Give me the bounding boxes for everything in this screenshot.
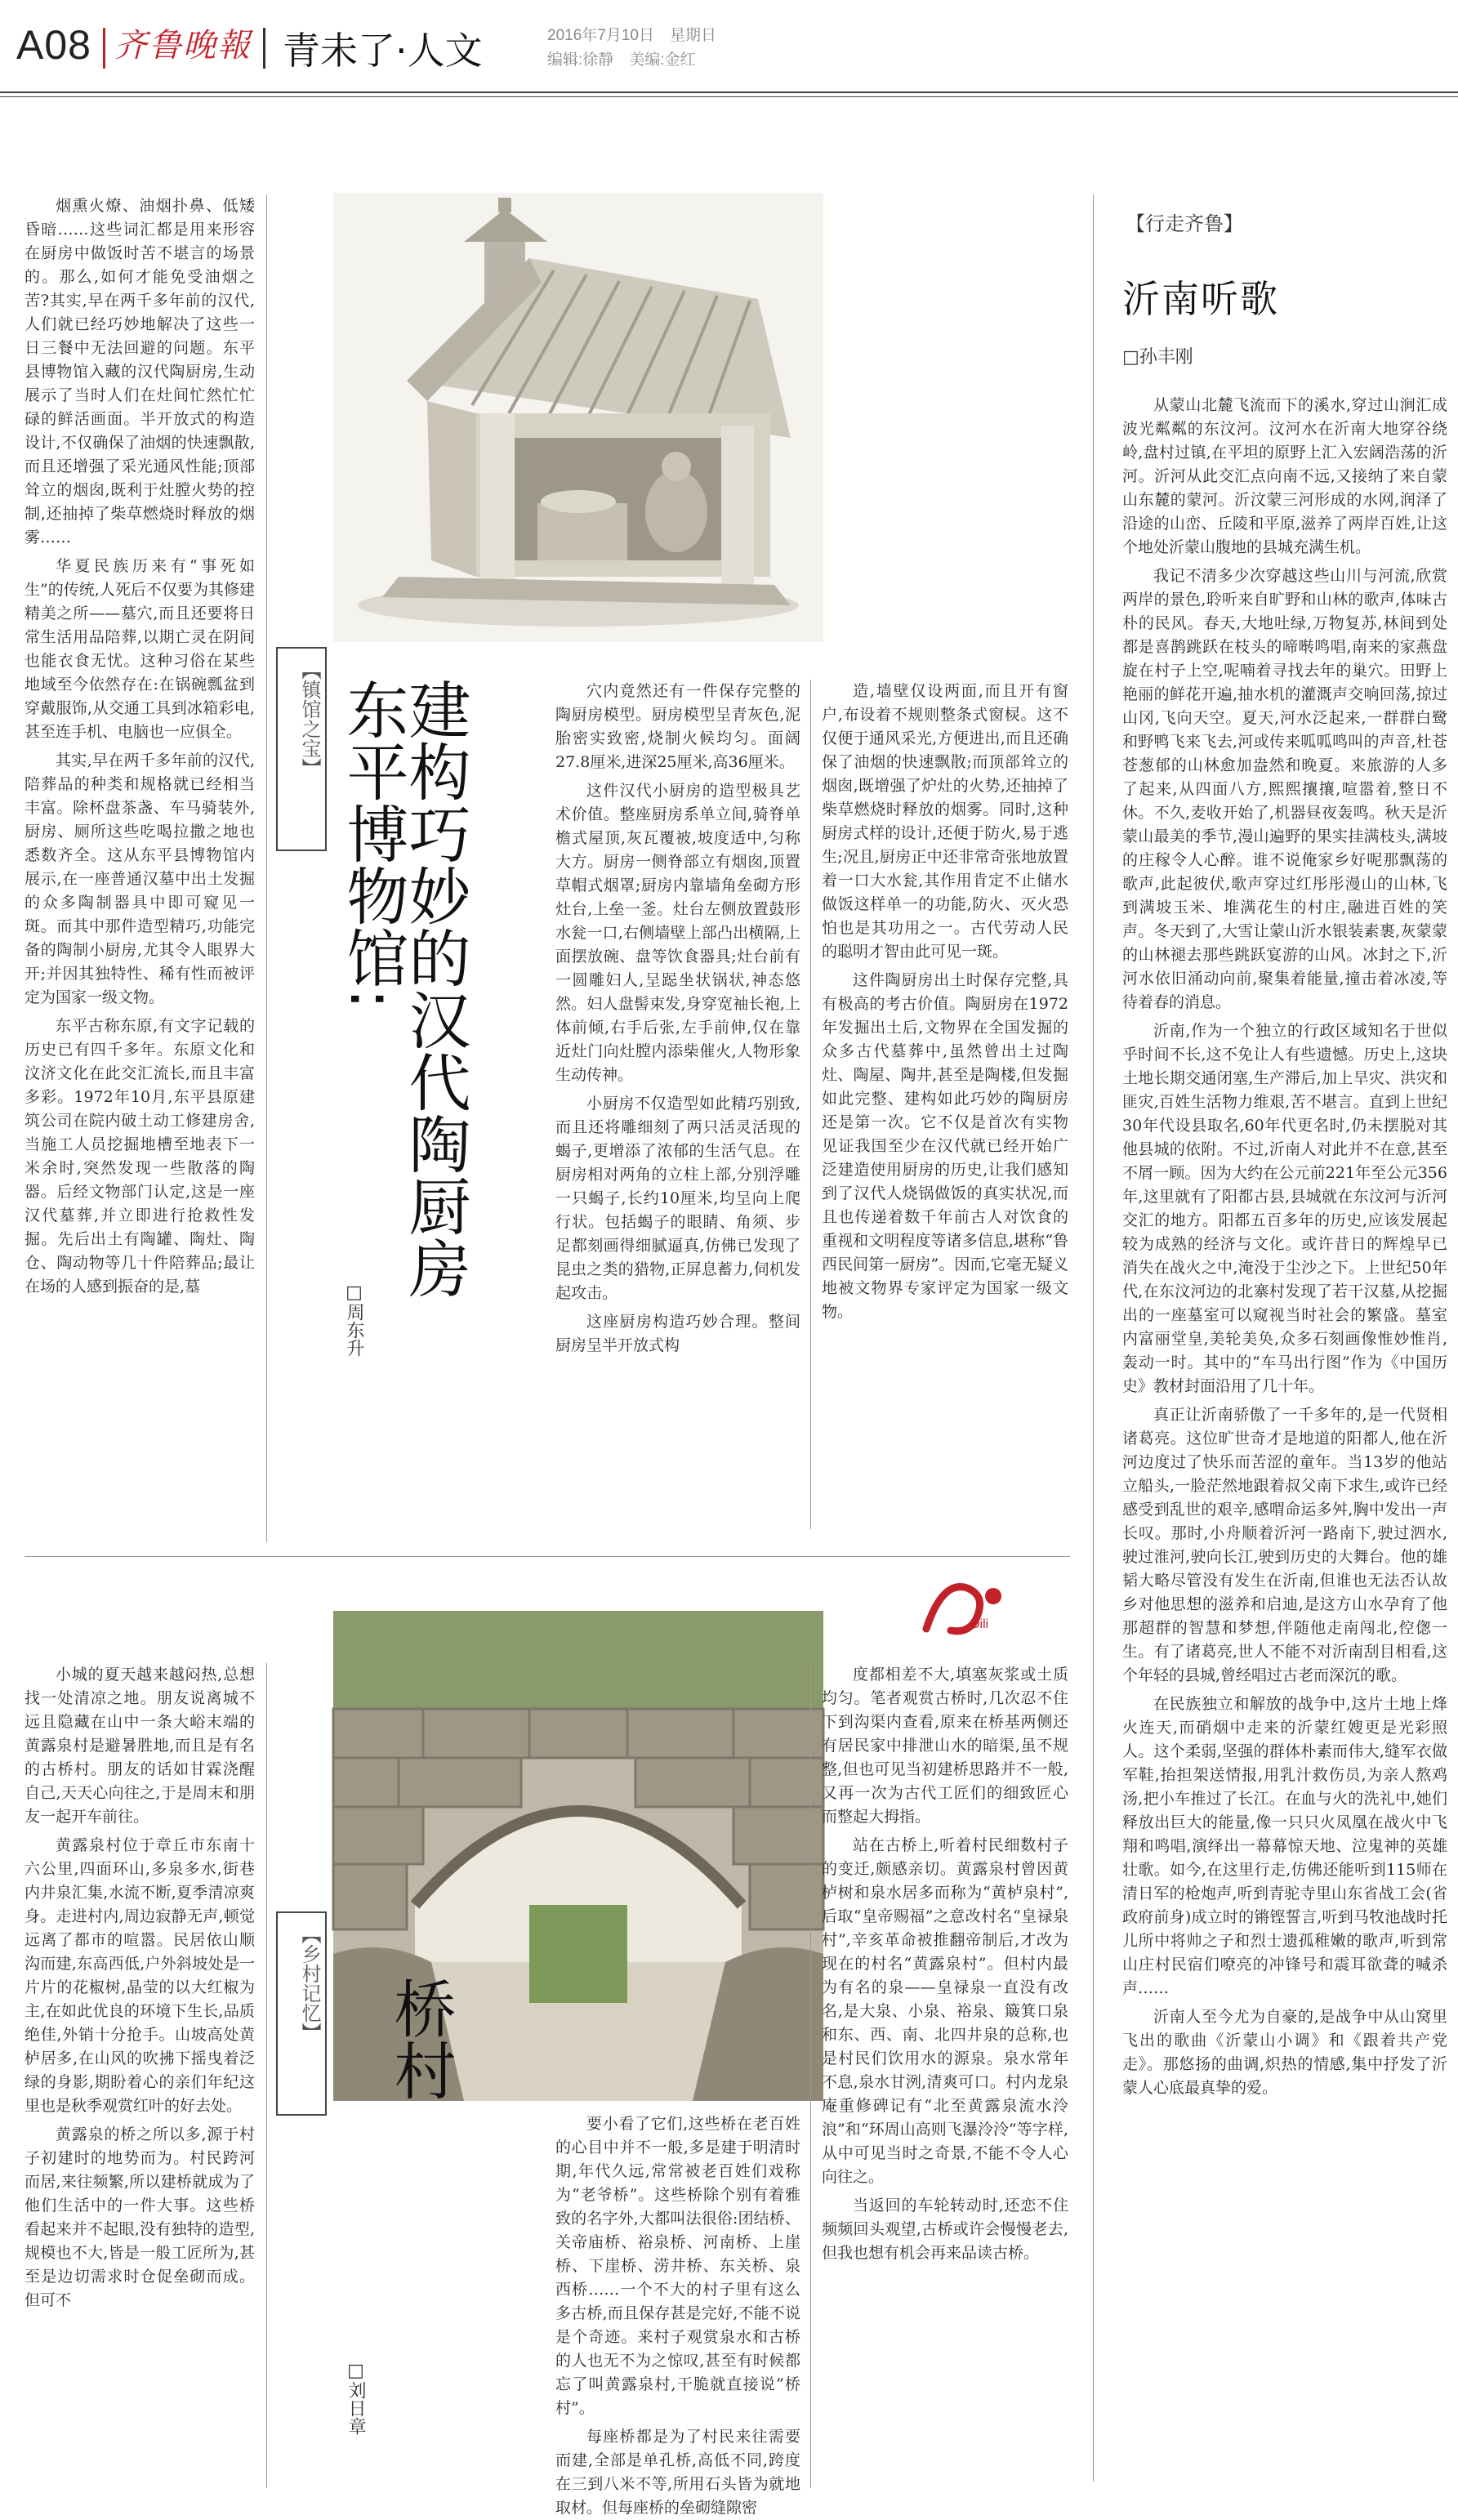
headline: 建构巧妙的汉代陶厨房 bbox=[399, 678, 471, 1299]
article-column bbox=[822, 1663, 1068, 2496]
article-column bbox=[25, 1663, 255, 2496]
dili-logo bbox=[918, 1572, 1013, 1640]
column-tag: 【行走齐鲁】 bbox=[1126, 212, 1243, 235]
paragraph: 当返回的车轮转动时,还恋不住频频回头观望,古桥或许会慢慢老去,但我也想有机会再来品读古桥。 bbox=[822, 2197, 1068, 2262]
headline: 沂南听歌 bbox=[1122, 277, 1279, 321]
paragraph: 这座厨房构造巧妙合理。整间厨房呈半开放式构 bbox=[555, 1313, 800, 1354]
article-column bbox=[555, 2112, 800, 2517]
column-tag: 【镇馆之宝】 bbox=[298, 660, 321, 778]
column-rule bbox=[810, 680, 811, 1529]
paragraph: 小城的夏天越来越闷热,总想找一处清凉之地。朋友说离城不远且隐藏在山中一条大峪末端的黄露泉村是避暑胜地,而且是有名的古桥村。朋友的话如甘霖浇醒自己,天天心向往之,于是周末和朋友一起开车前往。 bbox=[25, 1666, 255, 1826]
paragraph: 度都相差不大,填塞灰浆或土质均匀。笔者观赏古桥时,几次忍不住下到沟渠内查看,原来在桥基两侧还有居民家中排泄山水的暗渠,虽不规整,但也可见当初建桥思路并不一般,又再一次为古代工匠们的细致匠心而整起大拇指。 bbox=[822, 1666, 1068, 1826]
paragraph: 沂南人至今尤为自豪的,是战争中从山窝里飞出的歌曲《沂蒙山小调》和《跟着共产党走》。那悠扬的曲调,炽热的情感,集中抒发了沂蒙人心底最真挚的爱。 bbox=[1122, 2008, 1447, 2097]
paragraph: 其实,早在两千多年前的汉代,陪葬品的种类和规格就已经相当丰富。除杯盘茶盏、车马骑装外,厨房、厕所这些吃喝拉撒之地也悉数齐全。这从东平县博物馆内展示,在一座普通汉墓中出土发掘的众多陶制器具中即可窥见一斑。而其中那件造型精巧,功能完备的陶制小厨房,尤其令人眼界大开;并因其独特性、稀有性而被评定为国家一级文物。 bbox=[25, 752, 255, 1006]
editor-credits: 编辑:徐静 美编:金红 bbox=[547, 51, 696, 69]
paragraph: 真正让沂南骄傲了一千多年的,是一代贤相诸葛亮。这位旷世奇才是地道的阳都人,他在沂河边度过了快乐而苦涩的童年。当13岁的他站立船头,一脸茫然地跟着叔父南下求生,或许已经感受到乱世的艰辛,感喟命运多舛,胸中发出一声长叹。那时,小舟顺着沂河一路南下,驶过泗水,驶过淮河,驶向长江,驶到历史的大舞台。他的雄韬大略尽管没有发生在沂南,但谁也无法否认故乡对他思想的滋养和启迪,是这方山水孕育了他那超群的智慧和梦想,伴随他走南闯北,倥偬一生。有了诸葛亮,世人不能不对沂南刮目相看,这个年轻的县城,曾经唱过古老而深沉的歌。 bbox=[1122, 1406, 1447, 1684]
issue-date: 2016年7月10日 星期日 bbox=[547, 27, 716, 44]
article-column bbox=[1122, 394, 1447, 2493]
paragraph: 穴内竟然还有一件保存完整的陶厨房模型。厨房模型呈青灰色,泥胎密实致密,烧制火候均匀。面阔27.8厘米,进深25厘米,高36厘米。 bbox=[555, 682, 800, 771]
header-rule bbox=[0, 91, 1458, 93]
paragraph: 华夏民族历来有“事死如生”的传统,人死后不仅要为其修建精美之所——墓穴,而且还要将日常生活用品陪葬,以期亡灵在阴间也能衣食无忧。这种习俗在某些地域至今依然存在:在锅碗瓢盆到穿戴服饰,从交通工具到冰箱彩电,甚至连手机、电脑也一应俱全。 bbox=[25, 557, 255, 741]
paragraph: 这件陶厨房出土时保存完整,具有极高的考古价值。陶厨房在1972年发掘出土后,文物界在全国发掘的众多古代墓葬中,虽然曾出土过陶灶、陶屋、陶井,甚至是陶楼,但发掘如此完整、建构如此巧妙的陶厨房还是第一次。它不仅是首次有实物见证我国至少在汉代就已经开始广泛建造使用厨房的历史,让我们感知到了汉代人烧锅做饭的真实状况,而且也传递着数千年前古人对饮食的重视和文明程度等诸多信息,堪称“鲁西民间第一厨房”。因而,它毫无疑义地被文物界专家评定为国家一级文物。 bbox=[822, 971, 1068, 1321]
pottery-kitchen-photo bbox=[333, 193, 823, 642]
paragraph: 造,墙壁仅设两面,而且开有窗户,布设着不规则整条式窗棂。这不仅便于通风采光,方便进出,而且还确保了油烟的快速飘散;而顶部耸立的烟囱,既增强了炉灶的火势,还抽掉了柴草燃烧时释放的烟雾。同时,这种厨房式样的设计,还便于防火,易于逃生;况且,厨房正中还非常奇张地放置着一口大水瓮,其作用肯定不止储水做饭这样单一的功能,防火、灭火恐怕也是其功用之一。古代劳动人民的聪明才智由此可见一斑。 bbox=[822, 682, 1068, 961]
paragraph: 黄露泉村位于章丘市东南十六公里,四面环山,多泉多水,街巷内井泉汇集,水流不断,夏季清凉爽身。走进村内,周边寂静无声,顿觉远离了都市的喧嚣。民居依山顺沟而建,东高西低,户外斜坡处是一片片的花椒树,晶莹的以大红椒为主,在如此优良的环境下生长,品质绝佳,外销十分抢手。山坡高处黄栌居多,在山风的吹拂下摇曳着泛绿的身影,期盼着心的亲们年纪这里也是秋季观赏红叶的好去处。 bbox=[25, 1836, 255, 2115]
paragraph: 黄露泉的桥之所以多,源于村子初建时的地势而为。村民跨河而居,来往频繁,所以建桥就成为了他们生活中的一件大事。这些桥看起来并不起眼,没有独特的造型,规模也不大,皆是一般工匠所为,甚至是边切需求时仓促垒砌而成。但可不 bbox=[25, 2125, 255, 2309]
paragraph: 烟熏火燎、油烟扑鼻、低矮昏暗……这些词汇都是用来形容在厨房中做饭时苦不堪言的场景的。那么,如何才能免受油烟之苦?其实,早在两千多年前的汉代,人们就已经巧妙地解决了这些一日三餐中无法回避的问题。东平县博物馆入藏的汉代陶厨房,生动展示了当时人们在灶间忙然忙忙碌的鲜活画面。半开放式的构造设计,不仅确保了油烟的快速飘散,而且还增强了采光通风性能;顶部耸立的烟囱,既利于灶膛火势的控制,还抽掉了柴草燃烧时释放的烟雾…… bbox=[25, 197, 255, 546]
subheadline: 东平博物馆: bbox=[337, 678, 409, 1010]
paragraph: 要小看了它们,这些桥在老百姓的心目中并不一般,多是建于明清时期,年代久远,常常被老百姓们戏称为“老爷桥”。这些桥除个别有着雅致的名字外,大都叫法很俗:团结桥、关帝庙桥、裕泉桥、河南桥、上崖桥、下崖桥、涝井桥、东关桥、泉西桥……一个不大的村子里有这么多古桥,而且保存甚是完好,不能不说是个奇迹。来村子观赏泉水和古桥的人也无不为之惊叹,甚至有时候都忘了叫黄露泉村,干脆就直接说“桥村”。 bbox=[555, 2115, 800, 2417]
byline: □周东升 bbox=[344, 1282, 364, 1357]
paragraph: 这件汉代小厨房的造型极具艺术价值。整座厨房系单立间,骑脊单檐式屋顶,灰瓦覆被,坡度适中,匀称大方。厨房一侧脊部立有烟囱,顶置草帽式烟罩;厨房内靠墙角垒砌方形灶台,上垒一釜。灶台左侧放置鼓形水瓮一口,右侧墙壁上部凸出横隔,上面摆放碗、盘等饮食器具;灶台前有一圆雕妇人,呈跽坐状锅状,神态悠然。妇人盘髻束发,身穿宽袖长袍,上体前倾,右手后张,左手前伸,仅在靠近灶门向灶膛内添柴催火,人物形象生动传神。 bbox=[555, 782, 800, 1084]
page-number: A08 bbox=[16, 22, 91, 68]
header-rule bbox=[0, 96, 1458, 97]
column-tag: 【乡村记忆】 bbox=[298, 1925, 321, 2042]
article-column bbox=[25, 194, 255, 1534]
pottery-kitchen-image bbox=[333, 193, 823, 642]
masthead-divider bbox=[103, 28, 105, 69]
dili-logo-sub: Dili bbox=[970, 1617, 989, 1631]
paragraph: 我记不清多少次穿越这些山川与河流,欣赏两岸的景色,聆听来自旷野和山林的歌声,体味古朴的民风。春天,大地吐绿,万物复苏,林间到处都是喜鹊跳跃在枝头的啼啭鸣唱,南来的家燕盘旋在村子上空,呢喃着寻找去年的巢穴。田野上艳丽的鲜花开遍,抽水机的灌溉声交响回荡,掠过山冈,飞向天空。夏天,河水泛起来,一群群白鹭和野鸭飞来飞去,河或传来呱呱鸣叫的声音,杜苍苍葱郁的山林愈加盎然和晚夏。来旅游的人多了起来,从四面八方,熙熙攘攘,喧嚣着,整日不休。不久,麦收开始了,机器昼夜轰鸣。秋天是沂蒙山最美的季节,漫山遍野的果实挂满枝头,满坡的庄稼令人心醉。谁不说俺家乡好呢那飘荡的歌声,此起彼伏,歌声穿过红彤彤漫山的山林,飞到满坡玉米、堆满花生的村庄,融进百姓的笑声。冬天到了,大雪让蒙山沂水银装素裹,灰蒙蒙的山林褪去那些跳跃宴游的山风。冰封之下,沂河水依旧涌动向前,聚集着能量,撞击着冰凌,等待着春的消息。 bbox=[1122, 567, 1447, 1011]
paragraph: 小厨房不仅造型如此精巧别致,而且还将雕细刻了两只活灵活现的蝎子,更增添了浓郁的生活气息。在厨房相对两角的立柱上部,分别浮雕一只蝎子,长约10厘米,均呈向上爬行状。包括蝎子的眼睛、角须、步足都刻画得细腻逼真,仿佛已发现了昆虫之类的猎物,正屏息蓄力,伺机发起攻击。 bbox=[555, 1095, 800, 1302]
column-rule bbox=[810, 1663, 811, 2488]
paragraph: 每座桥都是为了村民来往需要而建,全部是单孔桥,高低不同,跨度在三到八米不等,所用石头皆为就地取材。但每座桥的垒砌缝隙密 bbox=[555, 2428, 800, 2517]
paragraph: 东平古称东原,有文字记载的历史已有四千多年。东原文化和汶济文化在此交汇流长,而且丰富多彩。1972年10月,东平县原建筑公司在院内破土动工修建房舍,当施工人员挖掘地槽至地表下一米余时,突然发现一些散落的陶器。后经文物部门认定,这是一座汉代墓葬,并立即进行抢救性发掘。先后出土有陶罐、陶灶、陶仓、陶动物等几十件陪葬品;最让在场的人感到振奋的是,墓 bbox=[25, 1017, 255, 1296]
newspaper-logo: 齐鲁晚報 bbox=[114, 27, 252, 65]
paragraph: 从蒙山北麓飞流而下的溪水,穿过山涧汇成波光粼粼的东汶河。汶河水在沂南大地穿谷绕岭,盘村过镇,在平坦的原野上汇入宏阔浩荡的沂河。沂河从此交汇点向南不远,又接纳了来自蒙山东麓的蒙河。沂汶蒙三河形成的水网,润泽了沿途的山峦、丘陵和平原,滋养了两岸百姓,让这个地处沂蒙山腹地的县城充满生机。 bbox=[1122, 396, 1447, 556]
byline: □刘日章 bbox=[346, 2361, 366, 2435]
article-column bbox=[822, 680, 1068, 1562]
paragraph: 在民族独立和解放的战争中,这片土地上烽火连天,而硝烟中走来的沂蒙红嫂更是光彩照人。这个柔弱,坚强的群体朴素而伟大,缝军衣做军鞋,抬担架送情报,用乳汁救伤员,为亲人熬鸡汤,把小车推过了长江。在血与火的洗礼中,她们释放出巨大的能量,像一只只火凤凰在战火中飞翔和鸣唱,演绎出一幕幕惊天地、泣鬼神的英雄壮歌。如今,在这里行走,仿佛还能听到115师在清日军的枪炮声,听到青驼寺里山东省战工会(省政府前身)成立时的锵铿誓言,听到马牧池战时托儿所中将帅之子和烈士遗孤稚嫩的歌声,听到常山庄村民宿们嘹亮的冲锋号和震耳欲聋的喊杀声…… bbox=[1122, 1695, 1447, 1997]
byline: □孙丰刚 bbox=[1122, 347, 1193, 368]
section-title: 青未了·人文 bbox=[283, 29, 483, 73]
masthead-divider bbox=[263, 28, 265, 69]
section-rule bbox=[25, 1556, 1070, 1557]
article-column bbox=[555, 680, 800, 1529]
column-rule bbox=[266, 1663, 267, 2488]
column-rule bbox=[1093, 194, 1094, 2482]
paragraph: 站在古桥上,听着村民细数村子的变迁,颇感亲切。黄露泉村曾因黄栌树和泉水居多而称为“黄栌泉村”,后取“皇帝赐福”之意改村名“皇禄泉村”,辛亥革命被推翻帝制后,才改为现在的村名“黄露泉村”。但村内最为有名的泉——皇禄泉一直没有改名,是大泉、小泉、裕泉、簸箕口泉和东、西、南、北四井泉的总称,也是村民们饮用水的源泉。泉水常年不息,泉水甘洌,清爽可口。村内龙泉庵重修碑记有“北至黄露泉流水泠浪”和“环周山高则飞瀑泠泠”等字样,从中可见当时之奇景,不能不令人心向往之。 bbox=[822, 1836, 1068, 2186]
masthead bbox=[0, 0, 1458, 98]
paragraph: 沂南,作为一个独立的行政区域知名于世似乎时间不长,这不免让人有些遗憾。历史上,这块土地长期交通闭塞,生产滞后,加上旱灾、洪灾和匪灾,百姓生活物力维艰,苦不堪言。直到上世纪30年代设县取名,60年代更名时,仍未摆脱对其他县城的依附。不过,沂南人对此并不在意,甚至不屑一顾。因为大约在公元前221年至公元356年,这里就有了阳都古县,县城就在东汶河与沂河交汇的地方。阳都五百多年的历史,应该发展起较为成熟的经济与文化。或许昔日的辉煌早已消失在战火之中,淹没于尘沙之下。上世纪50年代,在东汶河边的北寨村发现了若干汉墓,从挖掘出的一座墓室可以窥视当时社会的繁盛。墓室内富丽堂皇,美轮美奂,众多石刻画像惟妙惟肖,轰动一时。其中的“车马出行图”作为《中国历史》教材封面沿用了几十年。 bbox=[1122, 1022, 1447, 1395]
column-rule bbox=[266, 194, 267, 1542]
headline: 桥村 bbox=[384, 1977, 457, 2101]
